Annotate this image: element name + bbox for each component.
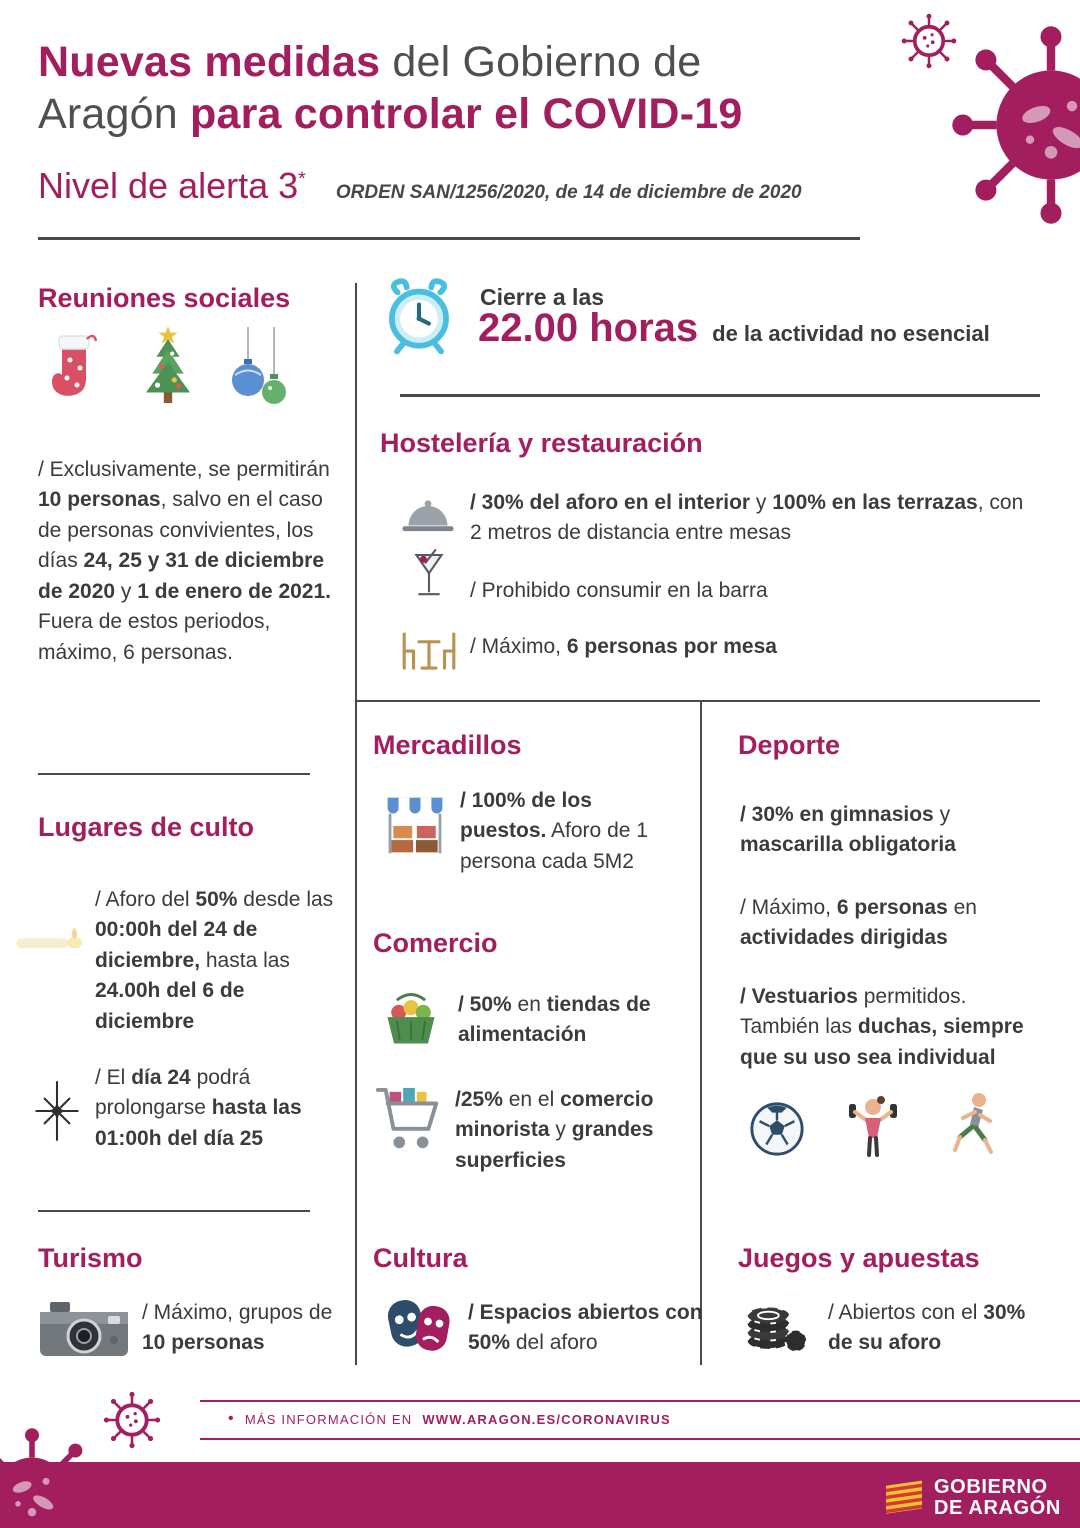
middle-horizontal-divider: [356, 700, 1040, 702]
virus-outline-icon-bottom: [100, 1388, 164, 1452]
section-title-reuniones-sociales: Reuniones sociales: [38, 283, 291, 313]
footer-bullet: •: [228, 1410, 235, 1427]
juegos-apuestas-text: / Abiertos con el 30% de su aforo: [828, 1301, 1026, 1355]
logo-line-1: GOBIERNO: [934, 1476, 1048, 1498]
closure-suffix: de la actividad no esencial: [712, 321, 990, 346]
vertical-divider-left: [355, 283, 357, 1365]
soccer-ball-icon: [748, 1100, 806, 1158]
camera-icon: [36, 1294, 132, 1364]
section-title-hosteleria: Hostelería y restauración: [380, 428, 703, 458]
header-divider: [38, 237, 860, 240]
footer-divider-bottom: [200, 1438, 1080, 1440]
theater-masks-icon: [380, 1292, 458, 1360]
order-reference: ORDEN SAN/1256/2020, de 14 de diciembre de 2020: [335, 181, 802, 203]
hosteleria-text-3: / Máximo, 6 personas por mesa: [470, 635, 777, 658]
cultura-text: / Espacios abiertos con 50% del aforo: [468, 1301, 703, 1355]
dumbbell-workout-icon: [842, 1092, 904, 1162]
main-title: [38, 36, 878, 141]
gobierno-aragon-logo: [884, 1477, 1061, 1519]
logo-text: [934, 1477, 1061, 1519]
vertical-divider-right: [700, 700, 702, 1365]
section-title-cultura: Cultura: [373, 1243, 468, 1273]
poker-chips-icon: [742, 1290, 808, 1356]
deporte-text-3: / Vestuarios permitidos. También las duchas, siempre que su uso sea individual: [740, 985, 1024, 1069]
closure-divider: [400, 394, 1040, 397]
alert-asterisk: *: [298, 167, 306, 190]
comercio-text-2: /25% en el comercio minorista y grandes superficies: [455, 1088, 654, 1172]
section-title-lugares-de-culto: Lugares de culto: [38, 812, 255, 842]
deporte-text-2: / Máximo, 6 personas en actividades dirigidas: [740, 896, 977, 950]
section-title-mercadillos: Mercadillos: [373, 730, 522, 760]
left-divider-1: [38, 773, 310, 775]
mercadillos-text: / 100% de los puestos. Aforo de 1 persona cada 5M2: [460, 789, 648, 873]
title-line-2: Aragón para controlar el COVID-19: [38, 90, 743, 139]
footer-info: [228, 1410, 671, 1428]
christmas-tree-icon: [126, 324, 210, 419]
deporte-text-1: / 30% en gimnasios y mascarilla obligatoria: [740, 803, 956, 857]
footer-divider-top: [200, 1400, 1080, 1402]
logo-line-2: DE ARAGÓN: [934, 1497, 1061, 1519]
shopping-cart-icon: [374, 1084, 444, 1158]
serving-dish-icon: [398, 494, 458, 539]
baubles-icon: [226, 326, 296, 418]
virus-icon-bottom: [0, 1424, 102, 1528]
closure-prefix: Cierre a las: [480, 284, 605, 310]
turismo-text: / Máximo, grupos de 10 personas: [142, 1301, 333, 1355]
table-chairs-icon: [398, 626, 460, 673]
comercio-text-1: / 50% en tiendas de alimentación: [458, 993, 651, 1047]
hosteleria-text-1: / 30% del aforo en el interior y 100% en las terrazas, con 2 metros de distancia entre mesas: [470, 491, 1024, 545]
closure-time: 22.00 horas: [478, 306, 699, 350]
left-divider-2: [38, 1210, 310, 1212]
section-title-comercio: Comercio: [373, 928, 498, 958]
reuniones-sociales-text: / Exclusivamente, se permitirán 10 personas, salvo en el caso de personas convivientes, los días 24, 25 y 31 de diciembre de 2020 y 1 de enero de 2021. Fuera de estos periodos, máximo, 6 personas.: [38, 458, 332, 664]
alert-level-text: Nivel de alerta 3: [38, 164, 299, 206]
lugares-culto-text-2: / El día 24 podrá prolongarse hasta las 01:00h del día 25: [95, 1066, 302, 1150]
candle-icon: [12, 918, 90, 963]
star-icon: [26, 1080, 88, 1142]
lugares-culto-text-1: / Aforo del 50% desde las 00:00h del 24 de diciembre, hasta las 24.00h del 6 de diciembre: [95, 888, 334, 1033]
stocking-icon: [42, 330, 106, 414]
market-stall-icon: [382, 792, 448, 858]
cocktail-icon: [408, 548, 450, 604]
aragon-flag-icon: [884, 1478, 924, 1518]
closure-row: [478, 306, 990, 351]
alert-level: [38, 165, 306, 207]
title-line-1: Nuevas medidas del Gobierno de: [38, 38, 702, 86]
footer-info-prefix: MÁS INFORMACIÓN EN: [244, 1411, 413, 1427]
runner-icon: [940, 1090, 1004, 1160]
section-title-turismo: Turismo: [38, 1243, 143, 1273]
footer-url[interactable]: WWW.ARAGON.ES/CORONAVIRUS: [422, 1411, 671, 1427]
section-title-juegos-apuestas: Juegos y apuestas: [738, 1243, 980, 1273]
header: [38, 36, 878, 207]
alarm-clock-icon: [378, 276, 460, 358]
section-title-deporte: Deporte: [738, 730, 841, 760]
virus-icon: [946, 20, 1080, 230]
hosteleria-text-2: / Prohibido consumir en la barra: [470, 579, 768, 602]
alert-row: [38, 165, 878, 207]
grocery-basket-icon: [378, 988, 444, 1050]
